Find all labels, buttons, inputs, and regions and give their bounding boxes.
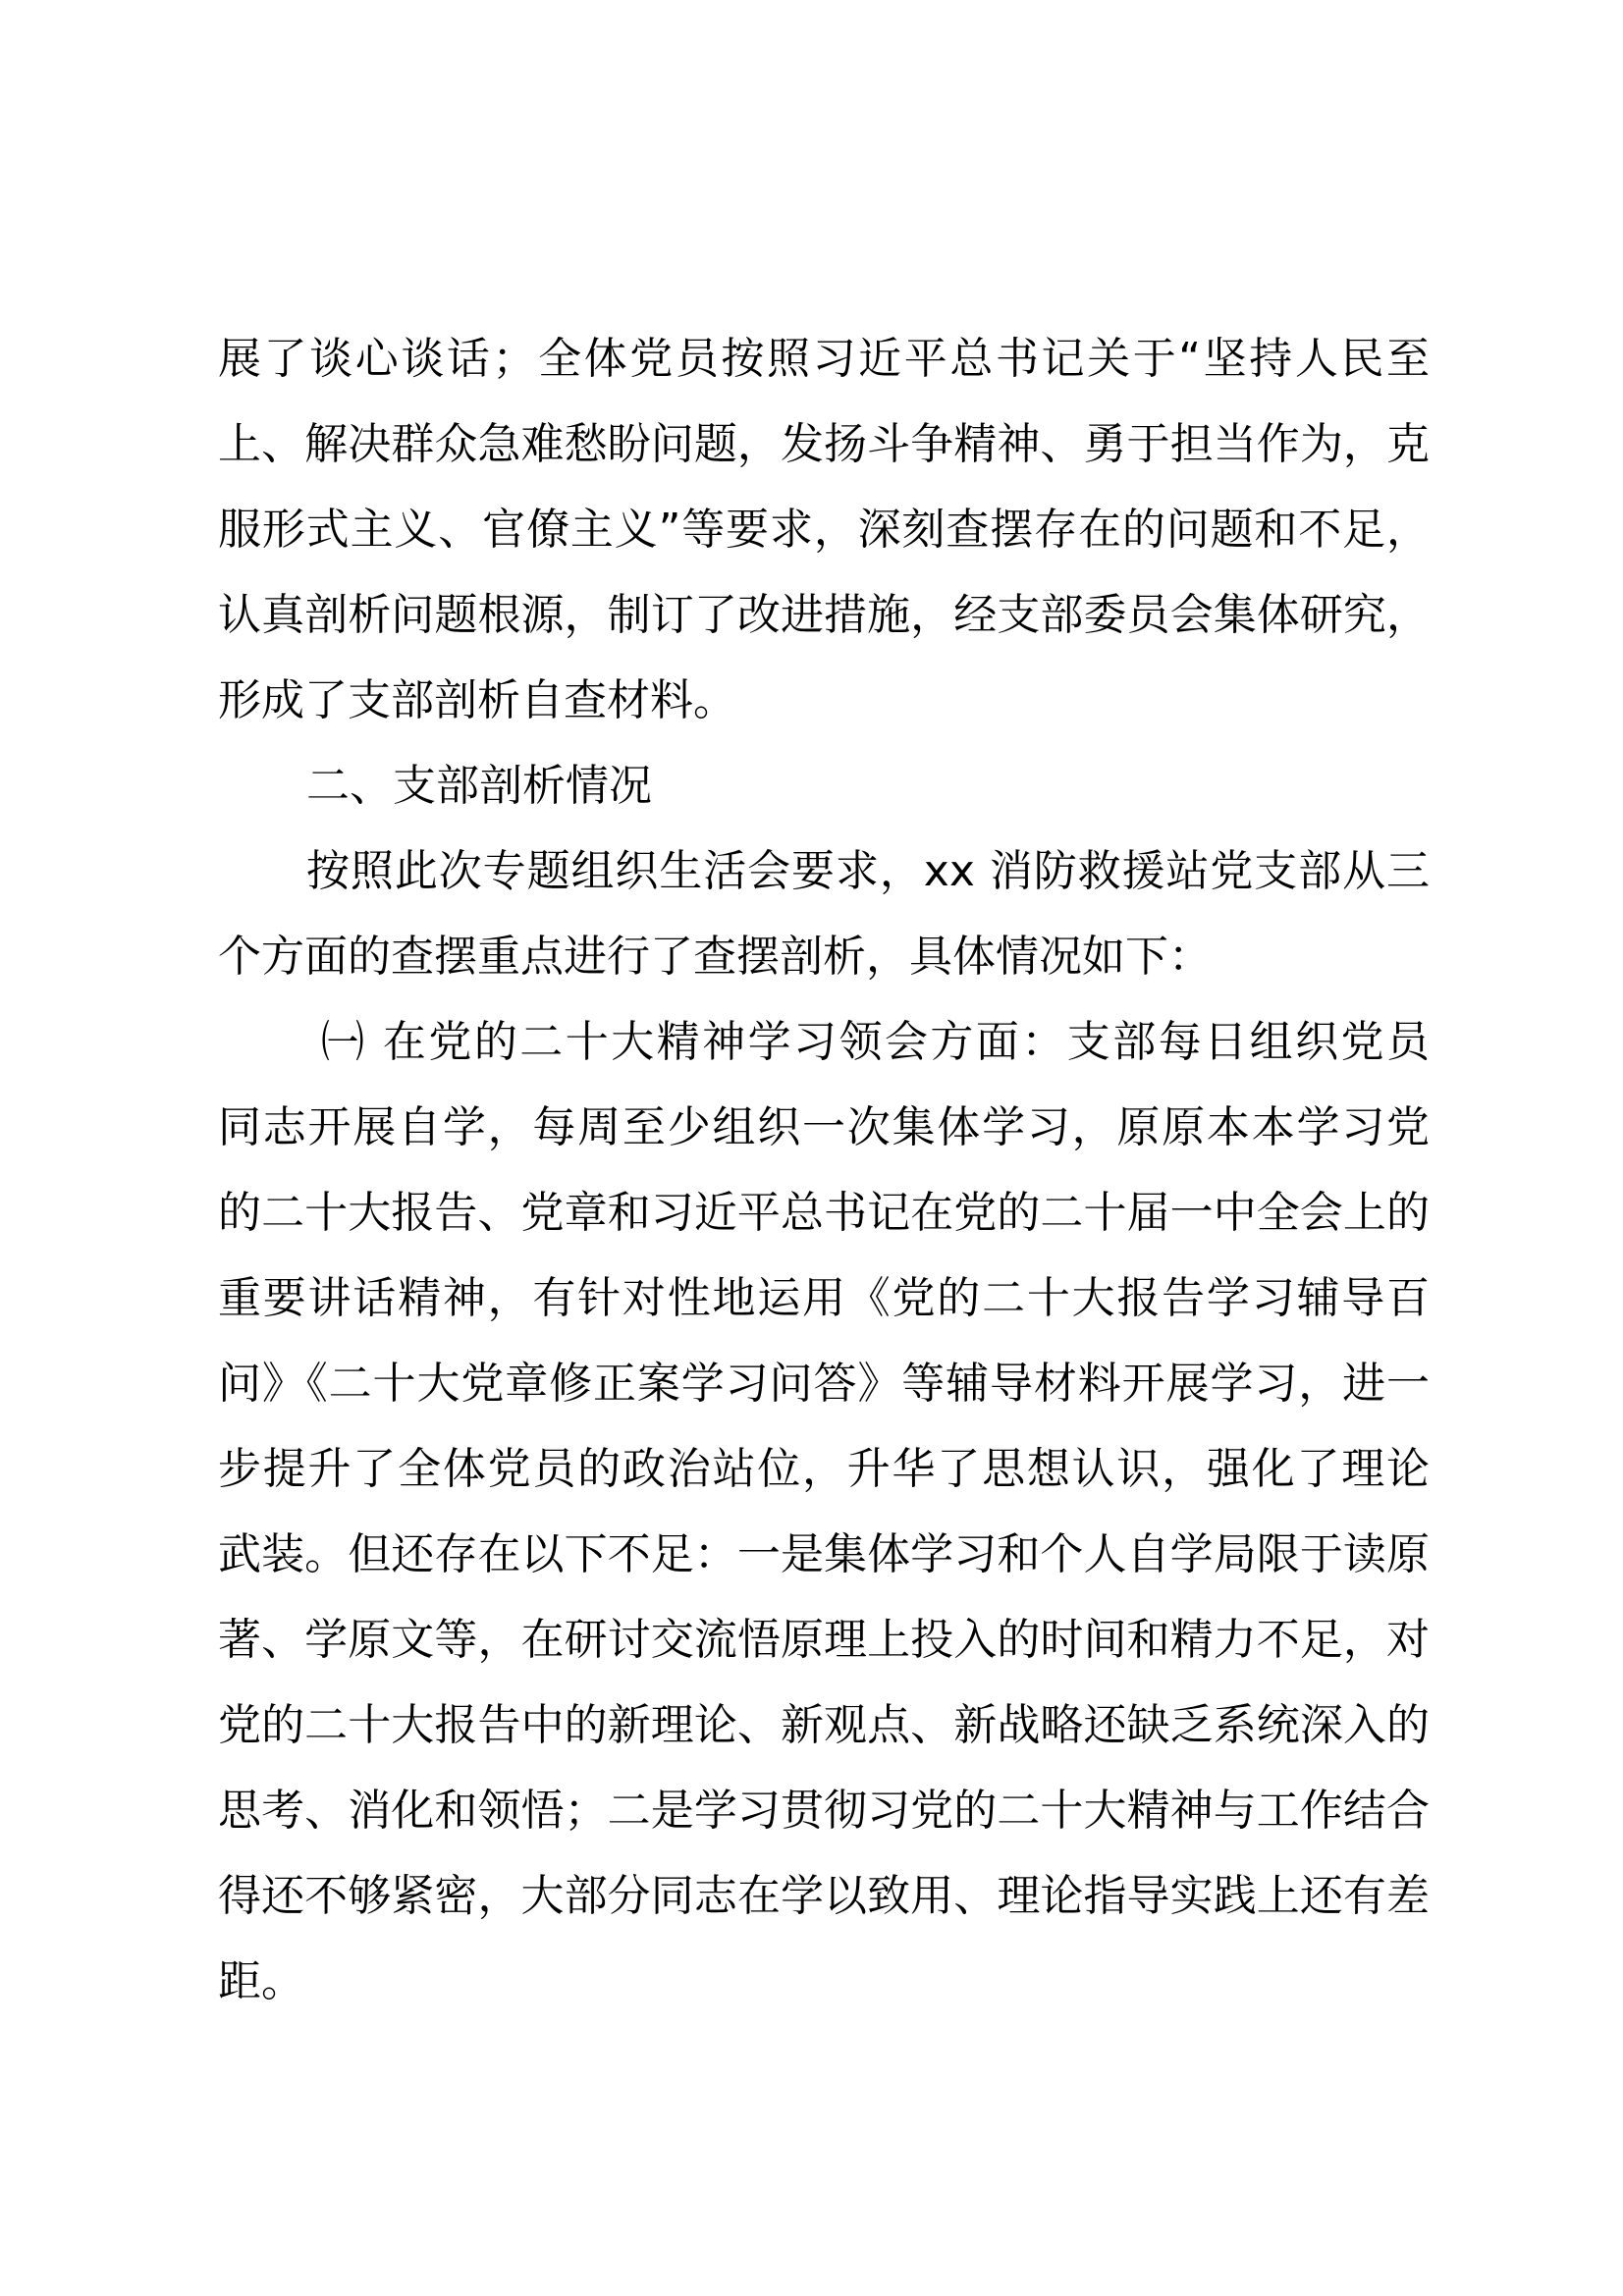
text-line: 武装。但还存在以下不足：一是集体学习和个人自学局限于读原 [218,1529,1430,1579]
text-line: 距。 [218,1956,304,2006]
section-heading: 二、支部剖析情况 [306,761,652,811]
text-line: 认真剖析问题根源，制订了改进措施，经支部委员会集体研究， [218,590,1430,640]
text-line: 上、解决群众急难愁盼问题，发扬斗争精神、勇于担当作为，克 [218,419,1430,469]
text-line: 个方面的查摆重点进行了查摆剖析，具体情况如下： [218,932,1212,982]
paragraph-intro-continued [218,316,1430,743]
text-line: 展了谈心谈话；全体党员按照习近平总书记关于“坚持人民至 [218,334,1430,384]
text-line: 党的二十大报告中的新理论、新观点、新战略还缺乏系统深入的 [218,1700,1430,1750]
text-line: 著、学原文等，在研讨交流悟原理上投入的时间和精力不足，对 [218,1615,1430,1665]
paragraph-study-section [218,999,1430,2024]
text-line: 形成了支部剖析自查材料。 [218,675,736,725]
text-line: 重要讲话精神，有针对性地运用《党的二十大报告学习辅导百 [218,1273,1430,1323]
text-line: 按照此次专题组织生活会要求，xx 消防救援站党支部从三 [306,846,1430,896]
paragraph-analysis-intro [218,828,1430,999]
text-line: 同志开展自学，每周至少组织一次集体学习，原原本本学习党 [218,1102,1430,1152]
text-line: ㈠ 在党的二十大精神学习领会方面：支部每日组织党员 [321,1017,1430,1067]
text-line: 思考、消化和领悟；二是学习贯彻习党的二十大精神与工作结合 [218,1786,1430,1836]
text-line: 得还不够紧密，大部分同志在学以致用、理论指导实践上还有差 [218,1871,1430,1921]
text-line: 问》《二十大党章修正案学习问答》等辅导材料开展学习，进一 [218,1359,1430,1409]
text-line: 的二十大报告、党章和习近平总书记在党的二十届一中全会上的 [218,1188,1430,1238]
text-line: 步提升了全体党员的政治站位，升华了思想认识，强化了理论 [218,1444,1430,1494]
text-line: 服形式主义、官僚主义”等要求，深刻查摆存在的问题和不足， [218,505,1430,555]
document-page [218,316,1430,2024]
